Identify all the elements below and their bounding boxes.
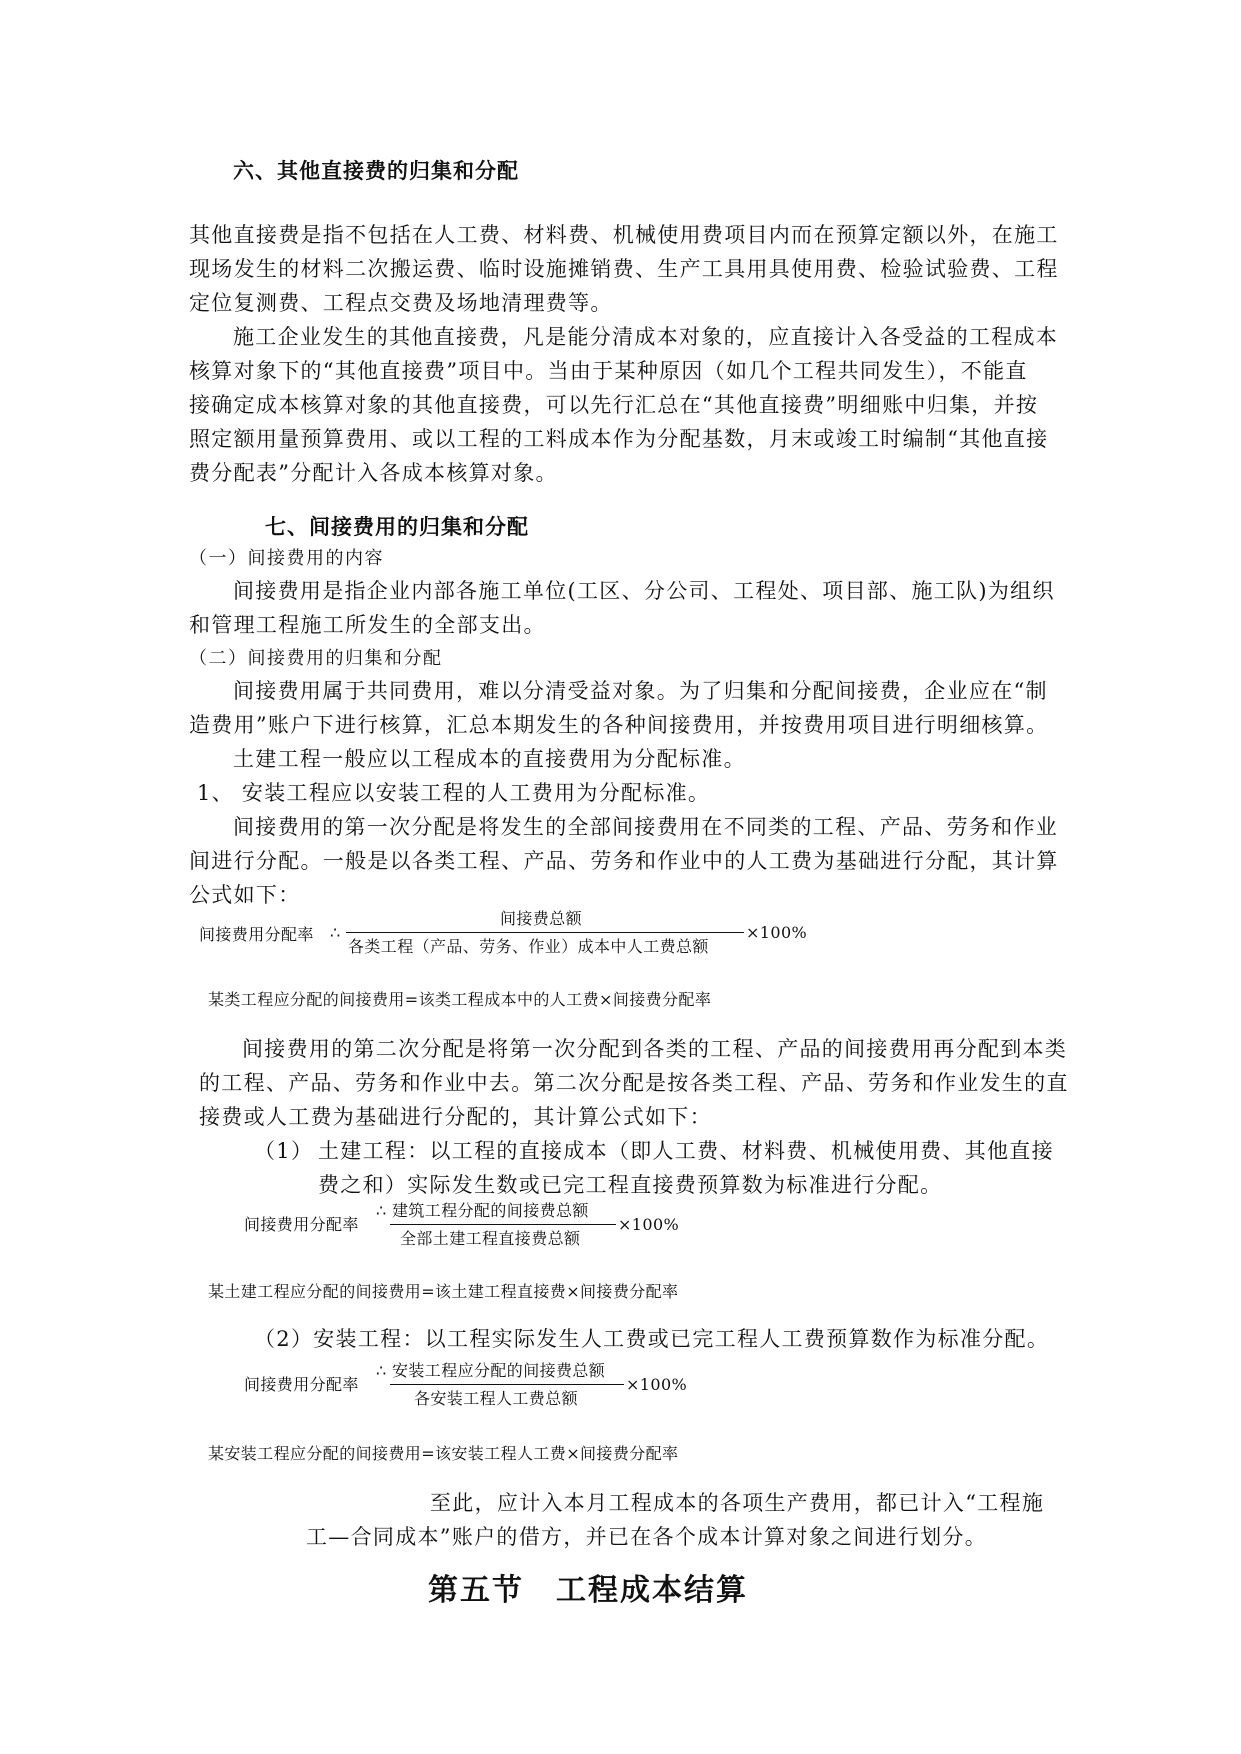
formula-numerator: 安装工程应分配的间接费总额 (392, 1361, 606, 1380)
paragraph-line: 间接费用的第一次分配是将发生的全部间接费用在不同类的工程、产品、劳务和作业 (233, 815, 1059, 839)
formula-multiplier: ×100% (618, 1215, 680, 1234)
paragraph-line: 接费或人工费为基础进行分配的，其计算公式如下： (199, 1105, 712, 1129)
paragraph-line: 施工企业发生的其他直接费，凡是能分清成本对象的，应直接计入各受益的工程成本 (233, 325, 1059, 349)
formula-lhs: 间接费用分配率 (244, 1375, 359, 1394)
list-item: （2）安装工程：以工程实际发生人工费或已完工程人工费预算数作为标准分配。 (254, 1327, 1050, 1351)
formula-numerator: 间接费总额 (500, 909, 583, 928)
formula-lhs: 间接费用分配率 (199, 925, 314, 944)
paragraph-line: 现场发生的材料二次搬运费、临时设施摊销费、生产工具用具使用费、检验试验费、工程 (189, 257, 1059, 281)
list-item-line: 费之和）实际发生数或已完工程直接费预算数为标准进行分配。 (318, 1173, 943, 1197)
paragraph-line: 核算对象下的“其他直接费”项目中。当由于某种原因（如几个工程共同发生），不能直 (189, 359, 1028, 383)
paragraph-line: 间接费用的第二次分配是将第一次分配到各类的工程、产品的间接费用再分配到本类 (242, 1037, 1068, 1061)
formula-denominator: 全部土建工程直接费总额 (400, 1229, 581, 1248)
subheading-2: （二）间接费用的归集和分配 (189, 648, 443, 669)
paragraph-line: 公式如下： (189, 883, 301, 907)
paragraph-line: 的工程、产品、劳务和作业中去。第二次分配是按各类工程、产品、劳务和作业发生的直 (199, 1071, 1069, 1095)
paragraph-line: 费分配表”分配计入各成本核算对象。 (189, 461, 558, 485)
formula-numerator: 建筑工程分配的间接费总额 (392, 1201, 589, 1220)
subheading-1: （一）间接费用的内容 (189, 548, 384, 569)
therefore-symbol: ∴ (330, 923, 341, 942)
paragraph-line: 定位复测费、工程点交费及场地清理费等。 (189, 291, 613, 315)
paragraph-line: 照定额用量预算费用、或以工程的工料成本作为分配基数，月末或竣工时编制“其他直接 (189, 427, 1049, 451)
therefore-symbol: ∴ (376, 1201, 387, 1220)
formula-denominator: 各安装工程人工费总额 (414, 1389, 579, 1408)
formula-note: 某类工程应分配的间接费用=该类工程成本中的人工费×间接费分配率 (208, 990, 712, 1009)
heading-section-6: 六、其他直接费的归集和分配 (233, 159, 519, 183)
fraction-line (346, 932, 744, 933)
section-title: 第五节 工程成本结算 (428, 1573, 748, 1608)
paragraph-line: 接确定成本核算对象的其他直接费，可以先行汇总在“其他直接费”明细账中归集，并按 (189, 393, 1039, 417)
paragraph-line: 和管理工程施工所发生的全部支出。 (189, 613, 546, 637)
paragraph-line: 土建工程一般应以工程成本的直接费用为分配标准。 (233, 747, 746, 771)
formula-multiplier: ×100% (746, 923, 808, 942)
formula-note: 某土建工程应分配的间接费用=该土建工程直接费×间接费分配率 (208, 1282, 679, 1301)
list-item-line: 土建工程：以工程的直接成本（即人工费、材料费、机械使用费、其他直接 (318, 1139, 1054, 1163)
paragraph-line: 其他直接费是指不包括在人工费、材料费、机械使用费项目内而在预算定额以外，在施工 (189, 223, 1059, 247)
heading-section-7: 七、间接费用的归集和分配 (265, 515, 529, 539)
paragraph-line: 造费用”账户下进行核算，汇总本期发生的各种间接费用，并按费用项目进行明细核算。 (189, 713, 1049, 737)
paragraph-line: 间接费用属于共同费用，难以分清受益对象。为了归集和分配间接费，企业应在“制 (233, 679, 1048, 703)
therefore-symbol: ∴ (376, 1361, 387, 1380)
fraction-line (390, 1224, 616, 1225)
list-item: 1、 安装工程应以安装工程的人工费用为分配标准。 (197, 781, 711, 805)
formula-lhs: 间接费用分配率 (244, 1215, 359, 1234)
paragraph-line: 至此，应计入本月工程成本的各项生产费用，都已计入“工程施 (430, 1491, 1045, 1515)
list-number: （1） (254, 1139, 314, 1163)
paragraph-line: 工—合同成本”账户的借方，并已在各个成本计算对象之间进行划分。 (306, 1525, 988, 1549)
fraction-line (390, 1384, 624, 1385)
paragraph-line: 间接费用是指企业内部各施工单位(工区、分公司、工程处、项目部、施工队)为组织 (233, 579, 1055, 603)
formula-note: 某安装工程应分配的间接费用=该安装工程人工费×间接费分配率 (208, 1444, 679, 1463)
formula-denominator: 各类工程（产品、劳务、作业）成本中人工费总额 (348, 937, 709, 956)
formula-multiplier: ×100% (626, 1375, 688, 1394)
paragraph-line: 间进行分配。一般是以各类工程、产品、劳务和作业中的人工费为基础进行分配，其计算 (189, 849, 1059, 873)
